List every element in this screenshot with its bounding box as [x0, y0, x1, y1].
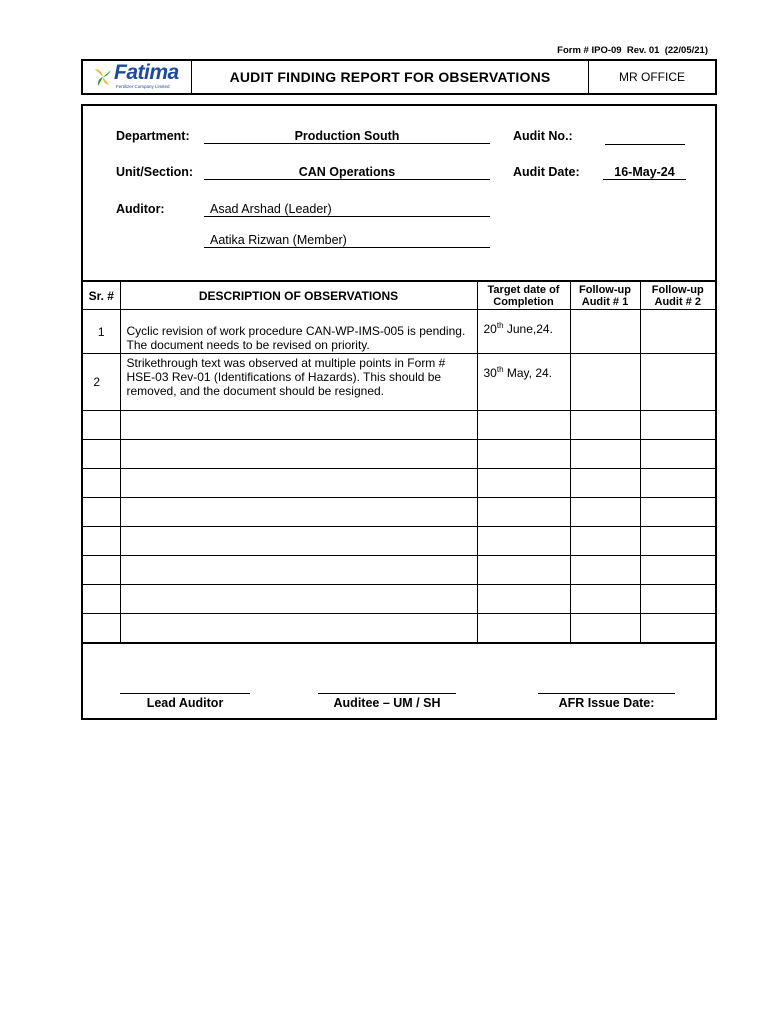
- fatima-leaf-icon: [93, 66, 113, 88]
- table-row-empty: [83, 556, 715, 585]
- target-rest: June,24.: [503, 322, 553, 336]
- form-code: Form # IPO-09 Rev. 01 (22/05/21): [557, 45, 708, 56]
- department-label: Department:: [116, 129, 190, 143]
- row-description[interactable]: [120, 614, 477, 643]
- table-row-empty: [83, 527, 715, 556]
- table-header-row: [83, 281, 715, 310]
- row-description[interactable]: [120, 585, 477, 614]
- audit-no-field[interactable]: [605, 129, 685, 145]
- header-box: [81, 59, 717, 95]
- row-description[interactable]: [120, 527, 477, 556]
- logo-subtitle: Fertilizer Company Limited: [116, 84, 170, 89]
- logo-word: Fatima: [114, 61, 179, 84]
- report-title: AUDIT FINDING REPORT FOR OBSERVATIONS: [192, 61, 589, 93]
- target-rest: May, 24.: [503, 366, 552, 380]
- logo: [83, 61, 192, 93]
- col-header-fu2-line1: Follow-up: [651, 283, 704, 296]
- col-header-description: DESCRIPTION OF OBSERVATIONS: [120, 281, 477, 310]
- lead-auditor-label: Lead Auditor: [146, 696, 224, 710]
- target-suffix: th: [496, 321, 504, 330]
- row-followup-1[interactable]: [570, 354, 640, 411]
- row-description[interactable]: Strikethrough text was observed at multiple points in Form # HSE-03 Rev-01 (Identifications of Hazards). This should be removed, and the document should be resigned.: [120, 354, 477, 411]
- row-description[interactable]: [120, 556, 477, 585]
- unit-label: Unit/Section:: [116, 165, 194, 179]
- office-label: MR OFFICE: [619, 70, 685, 84]
- observations-table: [83, 280, 715, 644]
- col-header-followup-1: [570, 281, 640, 310]
- afr-issue-date-label: AFR Issue Date:: [558, 696, 655, 710]
- auditee-signature-line[interactable]: [318, 693, 456, 694]
- table-row-empty: [83, 469, 715, 498]
- row-description[interactable]: [120, 440, 477, 469]
- target-suffix: th: [496, 365, 504, 374]
- afr-issue-date-line[interactable]: [538, 693, 675, 694]
- auditor-field-2[interactable]: Aatika Rizwan (Member): [204, 233, 490, 248]
- unit-field[interactable]: CAN Operations: [204, 165, 490, 180]
- col-header-fu2-line2: Audit # 2: [654, 295, 701, 308]
- auditee-label: Auditee – UM / SH: [333, 696, 441, 710]
- row-followup-1[interactable]: [570, 310, 640, 354]
- col-header-target-line1: Target date of: [487, 283, 560, 296]
- row-sr: 2: [83, 354, 120, 411]
- row-target-date[interactable]: [477, 310, 570, 354]
- row-target-date[interactable]: [477, 354, 570, 411]
- row-description[interactable]: [120, 498, 477, 527]
- col-header-target: [477, 281, 570, 310]
- table-row-empty: [83, 498, 715, 527]
- auditor-label: Auditor:: [116, 202, 165, 216]
- row-description[interactable]: Cyclic revision of work procedure CAN-WP-IMS-005 is pending. The document needs to be revised on priority.: [120, 310, 477, 354]
- row-description[interactable]: [120, 411, 477, 440]
- table-row-empty: [83, 614, 715, 643]
- table-row: [83, 354, 715, 411]
- col-header-followup-2: [640, 281, 715, 310]
- target-day: 20: [483, 322, 497, 336]
- auditor-field-1[interactable]: Asad Arshad (Leader): [204, 202, 490, 217]
- row-followup-2[interactable]: [640, 310, 715, 354]
- row-sr: 1: [83, 310, 120, 354]
- table-row-empty: [83, 440, 715, 469]
- col-header-target-line2: Completion: [493, 295, 554, 308]
- department-field[interactable]: Production South: [204, 129, 490, 144]
- report-body: [81, 104, 717, 720]
- col-header-sr: Sr. #: [83, 281, 120, 310]
- audit-date-field[interactable]: 16-May-24: [603, 165, 686, 180]
- col-header-fu1-line2: Audit # 1: [581, 295, 629, 308]
- row-description[interactable]: [120, 469, 477, 498]
- table-row-empty: [83, 585, 715, 614]
- table-row: [83, 310, 715, 354]
- table-row-empty: [83, 411, 715, 440]
- lead-auditor-signature-line[interactable]: [120, 693, 250, 694]
- col-header-fu1-line1: Follow-up: [579, 283, 631, 296]
- target-day: 30: [483, 366, 497, 380]
- audit-date-label: Audit Date:: [513, 165, 580, 179]
- audit-no-label: Audit No.:: [513, 129, 573, 143]
- row-followup-2[interactable]: [640, 354, 715, 411]
